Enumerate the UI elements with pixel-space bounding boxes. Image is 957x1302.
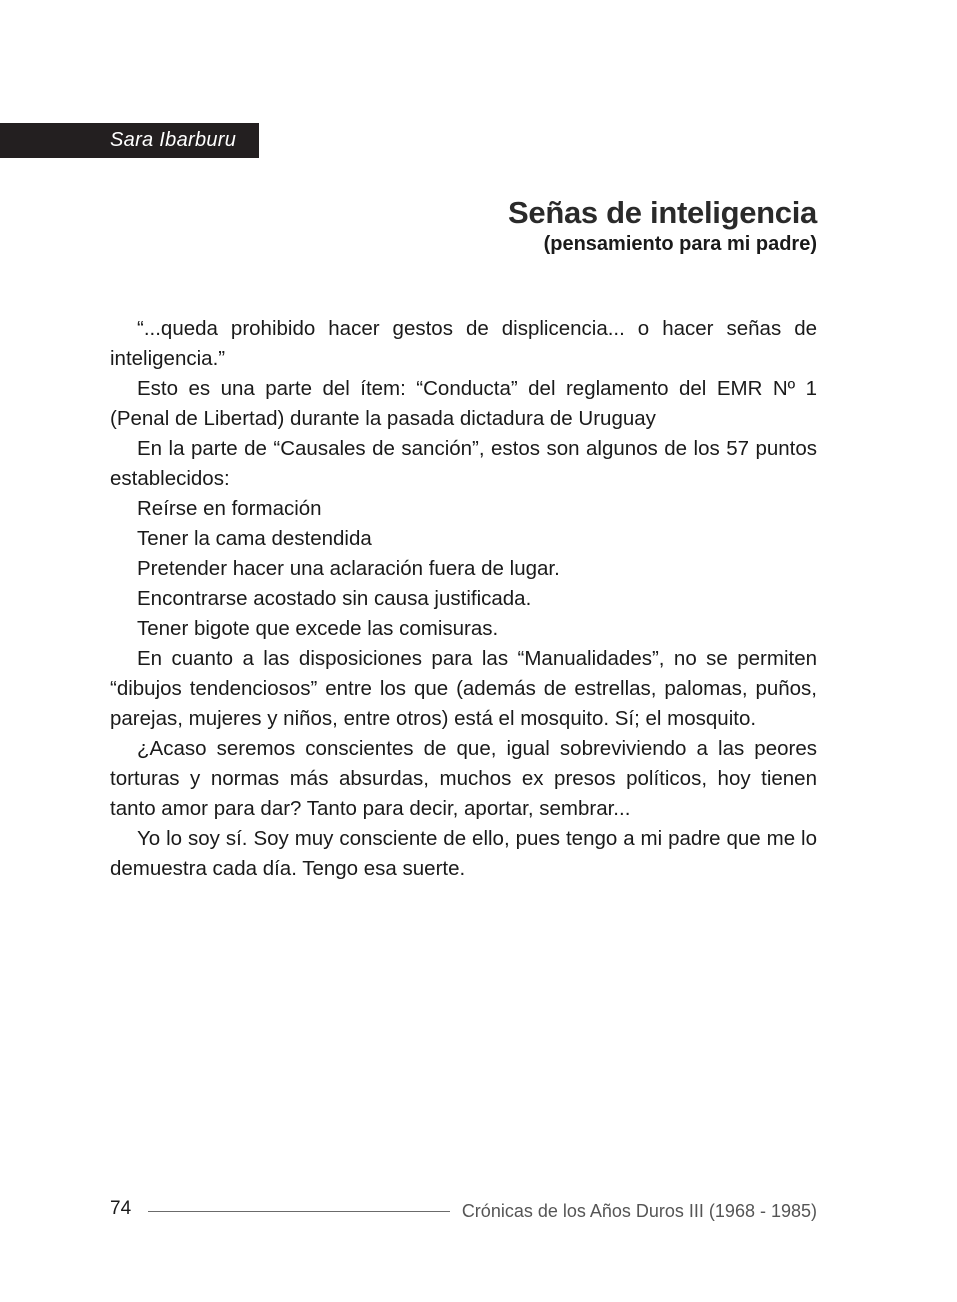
footer-divider bbox=[148, 1211, 450, 1212]
page-subtitle: (pensamiento para mi padre) bbox=[543, 233, 817, 255]
title-block bbox=[508, 194, 817, 256]
list-item: Encontrarse acostado sin causa justificada. bbox=[137, 587, 532, 610]
paragraph: “...queda prohibido hacer gestos de displicencia... o hacer señas de inteligencia.” bbox=[110, 317, 817, 370]
list-item: Tener bigote que excede las comisuras. bbox=[137, 617, 499, 640]
paragraph: En la parte de “Causales de sanción”, estos son algunos de los 57 puntos establecidos: bbox=[110, 437, 817, 490]
author-name: Sara Ibarburu bbox=[110, 129, 237, 151]
paragraph: ¿Acaso seremos conscientes de que, igual sobreviviendo a las peores torturas y normas más absurdas, muchos ex presos políticos, hoy tienen tanto amor para dar? Tanto para decir, aportar, sembrar... bbox=[110, 737, 817, 820]
paragraph: En cuanto a las disposiciones para las “Manualidades”, no se permiten “dibujos tendenciosos” entre los que (además de estrellas, palomas, puños, parejas, mujeres y niños, entre otros) está el mosquito. Sí; el mosquito. bbox=[110, 647, 817, 730]
list-item: Reírse en formación bbox=[137, 497, 322, 520]
page-title: Señas de inteligencia bbox=[508, 195, 817, 230]
list-item: Pretender hacer una aclaración fuera de lugar. bbox=[137, 557, 560, 580]
list-item: Tener la cama destendida bbox=[137, 527, 372, 550]
author-band bbox=[0, 123, 259, 158]
paragraph: Yo lo soy sí. Soy muy consciente de ello, pues tengo a mi padre que me lo demuestra cada día. Tengo esa suerte. bbox=[110, 827, 817, 880]
page-number: 74 bbox=[110, 1198, 132, 1219]
body-text bbox=[110, 314, 817, 884]
paragraph: Esto es una parte del ítem: “Conducta” del reglamento del EMR Nº 1 (Penal de Libertad) durante la pasada dictadura de Uruguay bbox=[110, 377, 817, 430]
page-footer bbox=[110, 1196, 817, 1224]
book-title: Crónicas de los Años Duros III (1968 - 1985) bbox=[461, 1201, 817, 1221]
